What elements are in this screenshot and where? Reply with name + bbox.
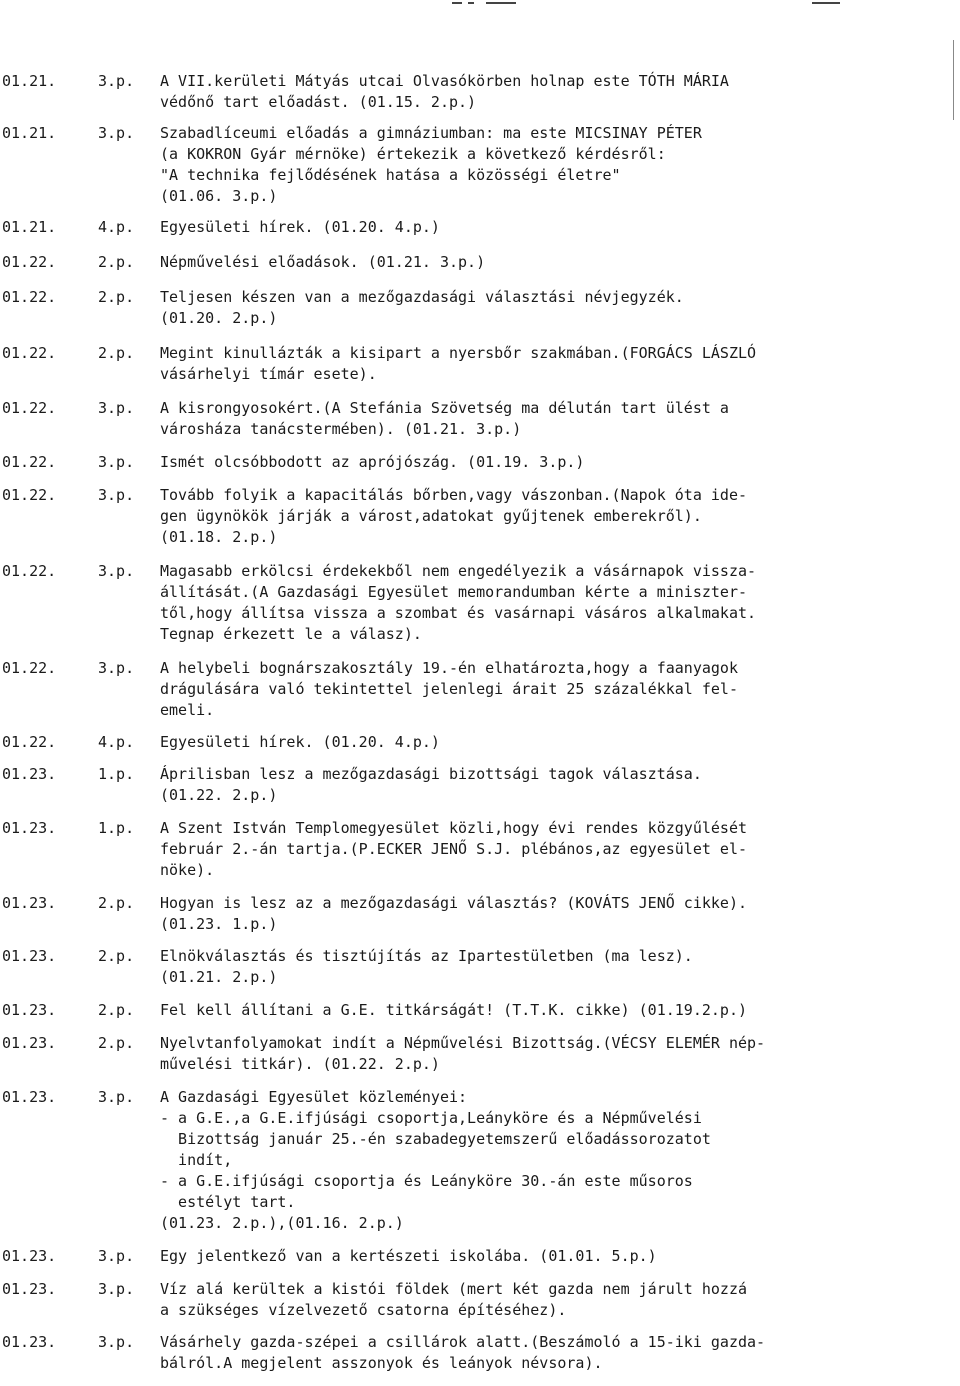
entry-list [0,71,960,1386]
entry-text-line: estélyt tart. [160,1193,296,1211]
entry-text-line: Teljesen készen van a mezőgazdasági választási névjegyzék. [160,288,684,306]
entry-text-line: védőnő tart előadást. (01.15. 2.p.) [160,93,477,111]
entry-text-line: Tovább folyik a kapacitálás bőrben,vagy vászonban.(Napok óta ide- [160,486,747,504]
list-item [0,485,960,548]
entry-page: 4.p. [98,218,135,236]
entry-text-line: indít, [160,1151,233,1169]
entry-page: 3.p. [98,453,135,471]
entry-date: 01.23. [2,1088,57,1106]
entry-page: 2.p. [98,1034,135,1052]
entry-text-line: nöke). [160,861,215,879]
entry-text [160,217,950,238]
entry-text-line: Vásárhely gazda-szépei a csillárok alatt.(Beszámoló a 15-iki gazda- [160,1333,766,1351]
entry-text-line: gen ügynökök járják a várost,adatokat gyűjtenek emberekről). [160,507,702,525]
entry-text-line: (01.23. 2.p.),(01.16. 2.p.) [160,1214,404,1232]
list-item [0,1000,960,1021]
entry-date: 01.22. [2,733,57,751]
entry-text-line: - a G.E.ifjúsági csoportja és Leányköre 30.-án este műsoros [160,1172,693,1190]
entry-page: 2.p. [98,947,135,965]
list-item [0,764,960,806]
entry-text [160,343,950,385]
entry-text-line: A Gazdasági Egyesület közleményei: [160,1088,468,1106]
entry-date: 01.22. [2,399,57,417]
entry-text-line: drágulására való tekintettel jelenlegi árait 25 százalékkal fel- [160,680,738,698]
entry-text-line: Egy jelentkező van a kertészeti iskolába. (01.01. 5.p.) [160,1247,657,1265]
entry-text-line: (01.06. 3.p.) [160,187,278,205]
entry-page: 3.p. [98,1088,135,1106]
list-item [0,658,960,721]
entry-text [160,946,950,988]
entry-text-line: (01.18. 2.p.) [160,528,278,546]
entry-text [160,818,950,881]
entry-text [160,398,950,440]
list-item [0,452,960,473]
entry-text [160,287,950,329]
entry-date: 01.22. [2,288,57,306]
entry-text [160,1000,950,1021]
entry-page: 3.p. [98,486,135,504]
entry-text-line: Bizottság január 25.-én szabadegyetemszerű előadássorozatot [160,1130,711,1148]
list-item [0,343,960,385]
entry-page: 3.p. [98,1247,135,1265]
entry-text-line: Magasabb erkölcsi érdekekből nem engedélyezik a vásárnapok vissza- [160,562,757,580]
entry-date: 01.22. [2,486,57,504]
entry-text-line: Megint kinullázták a kisipart a nyersbőr szakmában.(FORGÁCS LÁSZLÓ [160,344,757,362]
entry-date: 01.22. [2,659,57,677]
entry-text-line: Áprilisban lesz a mezőgazdasági bizottsági tagok választása. [160,765,702,783]
entry-text-line: től,hogy állítsa vissza a szombat és vasárnapi vásáros alkalmakat. [160,604,757,622]
entry-text-line: bálról.A megjelent asszonyok és leányok névsora). [160,1354,603,1372]
entry-text-line: Egyesületi hírek. (01.20. 4.p.) [160,218,440,236]
list-item [0,1033,960,1075]
entry-text-line: A helybeli bognárszakosztály 19.-én elhatározta,hogy a faanyagok [160,659,738,677]
list-item [0,398,960,440]
entry-text [160,732,950,753]
entry-date: 01.23. [2,819,57,837]
entry-date: 01.23. [2,1333,57,1351]
entry-text [160,1087,950,1234]
entry-text [160,1246,950,1267]
entry-text-line: állítását.(A Gazdasági Egyesület memorandumban kérte a miniszter- [160,583,747,601]
entry-page: 3.p. [98,399,135,417]
entry-text-line: művelési titkár). (01.22. 2.p.) [160,1055,440,1073]
list-item [0,1279,960,1321]
entry-text-line: Tegnap érkezett le a válasz). [160,625,422,643]
top-scan-mark [440,0,960,8]
entry-text [160,561,950,645]
entry-text-line: (01.20. 2.p.) [160,309,278,327]
entry-text-line: vásárhelyi tímár esete). [160,365,377,383]
entry-date: 01.23. [2,765,57,783]
entry-text-line: február 2.-án tartja.(P.ECKER JENŐ S.J. plébános,az egyesület el- [160,840,747,858]
entry-date: 01.21. [2,124,57,142]
list-item [0,946,960,988]
entry-text-line: Népművelési előadások. (01.21. 3.p.) [160,253,486,271]
entry-page: 1.p. [98,819,135,837]
entry-date: 01.23. [2,1247,57,1265]
entry-text-line: (01.22. 2.p.) [160,786,278,804]
entry-date: 01.23. [2,1280,57,1298]
list-item [0,893,960,935]
entry-text-line: Hogyan is lesz az a mezőgazdasági választás? (KOVÁTS JENŐ cikke). [160,894,747,912]
list-item [0,1332,960,1374]
entry-text-line: Nyelvtanfolyamokat indít a Népművelési Bizottság.(VÉCSY ELEMÉR nép- [160,1034,766,1052]
entry-text-line: A Szent István Templomegyesület közli,hogy évi rendes közgyűlését [160,819,747,837]
entry-text [160,658,950,721]
list-item [0,252,960,273]
entry-text-line: Egyesületi hírek. (01.20. 4.p.) [160,733,440,751]
entry-date: 01.23. [2,1034,57,1052]
list-item [0,1246,960,1267]
entry-date: 01.22. [2,562,57,580]
entry-text-line: a szükséges vízelvezető csatorna építéséhez). [160,1301,567,1319]
entry-page: 2.p. [98,344,135,362]
entry-text [160,1279,950,1321]
entry-text-line: A VII.kerületi Mátyás utcai Olvasókörben holnap este TÓTH MÁRIA [160,72,729,90]
entry-page: 3.p. [98,124,135,142]
entry-text-line: emeli. [160,701,215,719]
list-item [0,123,960,207]
entry-text-line: (01.23. 1.p.) [160,915,278,933]
entry-text-line: Fel kell állítani a G.E. titkárságát! (T.T.K. cikke) (01.19.2.p.) [160,1001,747,1019]
entry-text [160,1033,950,1075]
entry-text-line: (01.21. 2.p.) [160,968,278,986]
entry-page: 1.p. [98,765,135,783]
entry-text [160,485,950,548]
entry-page: 3.p. [98,1333,135,1351]
entry-page: 2.p. [98,253,135,271]
entry-date: 01.21. [2,218,57,236]
entry-text-line: városháza tanácstermében). (01.21. 3.p.) [160,420,522,438]
entry-text-line: Szabadlíceumi előadás a gimnáziumban: ma este MICSINAY PÉTER [160,124,702,142]
list-item [0,217,960,238]
entry-text-line: "A technika fejlődésének hatása a közösségi életre" [160,166,621,184]
list-item [0,732,960,753]
entry-text [160,123,950,207]
entry-page: 2.p. [98,288,135,306]
entry-text-line: - a G.E.,a G.E.ifjúsági csoportja,Leányköre és a Népművelési [160,1109,702,1127]
entry-date: 01.22. [2,453,57,471]
entry-text-line: Ismét olcsóbbodott az aprójószág. (01.19. 3.p.) [160,453,585,471]
entry-date: 01.22. [2,253,57,271]
entry-text [160,1332,950,1374]
entry-page: 2.p. [98,894,135,912]
entry-text [160,452,950,473]
entry-page: 3.p. [98,1280,135,1298]
entry-page: 3.p. [98,659,135,677]
entry-text [160,893,950,935]
list-item [0,1087,960,1234]
entry-date: 01.23. [2,947,57,965]
entry-text [160,252,950,273]
entry-page: 3.p. [98,72,135,90]
list-item [0,561,960,645]
entry-text-line: Víz alá kerültek a kistói földek (mert két gazda nem járult hozzá [160,1280,747,1298]
entry-date: 01.22. [2,344,57,362]
entry-page: 3.p. [98,562,135,580]
list-item [0,287,960,329]
list-item [0,71,960,113]
entry-page: 2.p. [98,1001,135,1019]
entry-date: 01.23. [2,894,57,912]
entry-text-line: A kisrongyosokért.(A Stefánia Szövetség ma délután tart ülést a [160,399,729,417]
list-item [0,818,960,881]
entry-text [160,71,950,113]
entry-text-line: Elnökválasztás és tisztújítás az Ipartestületben (ma lesz). [160,947,693,965]
entry-text-line: (a KOKRON Gyár mérnöke) értekezik a következő kérdésről: [160,145,666,163]
entry-date: 01.21. [2,72,57,90]
entry-page: 4.p. [98,733,135,751]
entry-text [160,764,950,806]
entry-date: 01.23. [2,1001,57,1019]
